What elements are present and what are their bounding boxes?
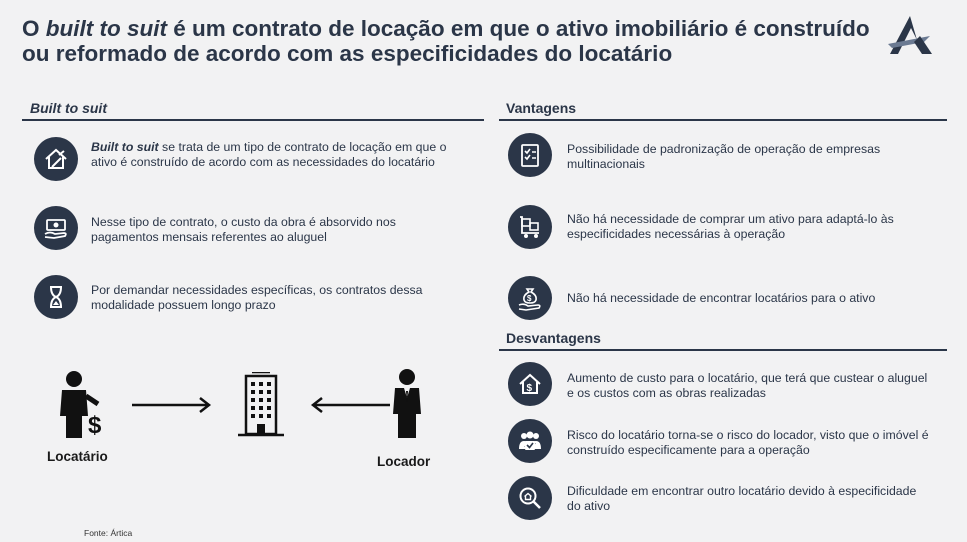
boxes-cart-icon [508,205,552,249]
svg-text:$: $ [88,412,102,439]
svg-text:$: $ [527,294,532,303]
team-icon [508,419,552,463]
advantage-item-2: Não há necessidade de comprar um ativo para adaptá-lo às especificidades necessárias à operação [567,212,894,241]
hand-money-bag-icon [508,276,552,320]
left-item-1: Built to suit se trata de um tipo de contrato de locação em que o ativo é construído de acordo com as necessidades do locatário [91,140,447,169]
section-heading-disadvantages: Desvantagens [499,330,947,351]
section-heading-built-to-suit: Built to suit [22,100,484,121]
house-construction-icon [34,137,78,181]
advantage-item-3: Não há necessidade de encontrar locatários para o ativo [567,291,876,305]
arrow-left-icon [308,396,390,414]
artica-logo [884,14,936,58]
left-item-3: Por demandar necessidades específicas, os contratos dessa modalidade possuem longo prazo [91,283,423,312]
arrow-right-icon [132,396,214,414]
section-heading-advantages: Vantagens [499,100,947,121]
building-icon [236,372,286,438]
left-item-2: Nesse tipo de contrato, o custo da obra é absorvido nos pagamentos mensais referentes ao aluguel [91,215,396,244]
disadvantage-item-3: Dificuldade em encontrar outro locatário devido à especificidade do ativo [567,484,917,513]
tenant-label: Locatário [47,449,108,464]
hourglass-icon [34,275,78,319]
tenant-figure [54,370,110,440]
landlord-label: Locador [377,454,431,469]
disadvantage-item-1: Aumento de custo para o locatário, que terá que custear o aluguel e os custos com as obras realizadas [567,371,928,400]
advantage-item-1: Possibilidade de padronização de operação de empresas multinacionais [567,142,881,171]
search-house-icon [508,476,552,520]
source-note: Fonte: Ártica [84,528,133,538]
svg-text:$: $ [526,383,533,394]
landlord-figure [390,368,424,440]
house-dollar-icon [508,362,552,406]
checklist-icon [508,133,552,177]
title-emphasis: built to suit [45,16,167,41]
page-title: O built to suit é um contrato de locação em que o ativo imobiliário é construído ou reformado de acordo com as especificidades do locatário [22,16,870,66]
disadvantage-item-2: Risco do locatário torna-se o risco do locador, visto que o imóvel é construído especificamente para a operação [567,428,929,457]
money-hand-icon [34,206,78,250]
